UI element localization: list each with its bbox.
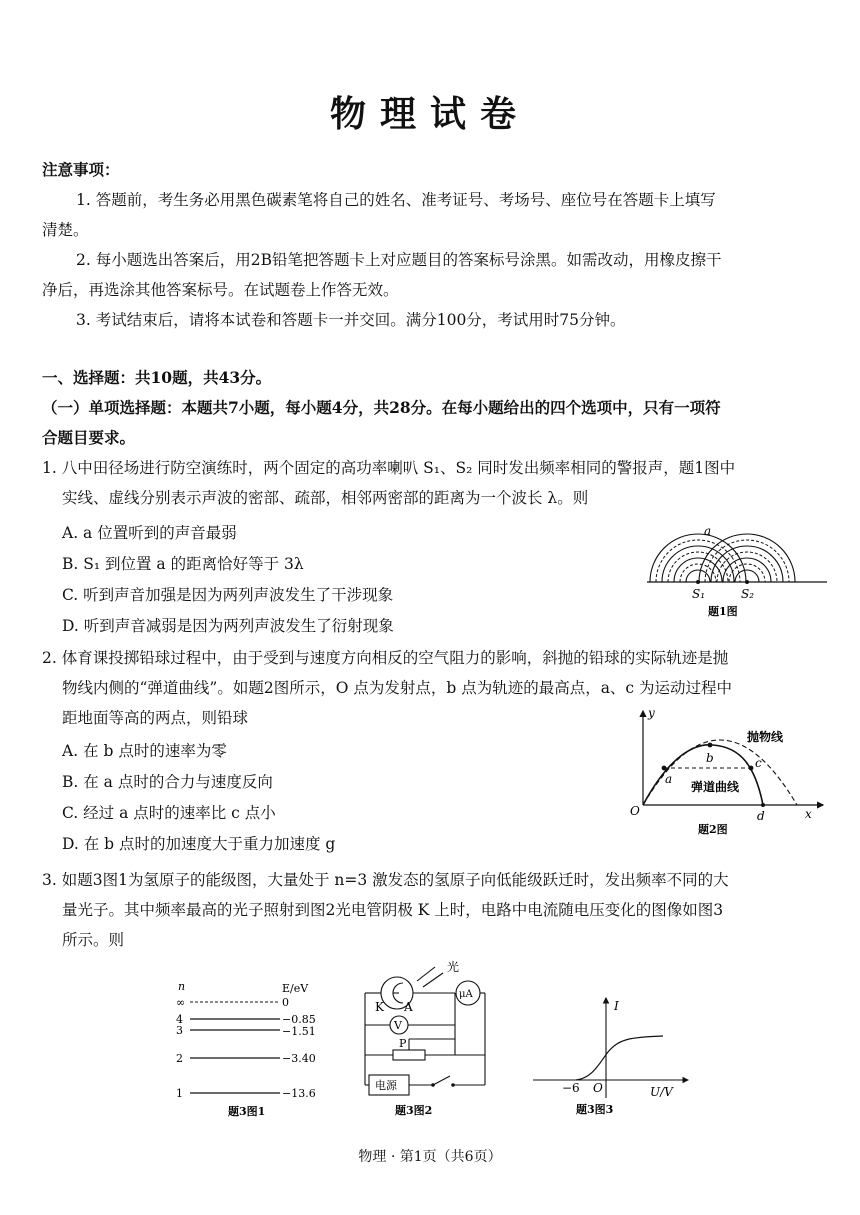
q2-fig-label-c: c <box>755 756 762 770</box>
q3-stem-line2: 量光子。其中频率最高的光子照射到图2光电管阴极 K 上时，电路中电流随电压变化的图像如图3 <box>62 901 724 919</box>
q3f2-source-label: 电源 <box>375 1079 397 1092</box>
q2-stem-line2: 物线内侧的“弹道曲线”。如题2图所示，O 点为发射点，b 点为轨迹的最高点，a、c 为运动过程中 <box>62 679 733 697</box>
q3f1-e-1: −13.6 <box>282 1087 316 1100</box>
q1-option-a: A. a 位置听到的声音最弱 <box>62 524 237 542</box>
q2-fig-label-parabola: 抛物线 <box>747 730 784 744</box>
notice-item-1: 1. 答题前，考生务必用黑色碳素笔将自己的姓名、准考证号、考场号、座位号在答题卡上填写 <box>76 191 716 209</box>
q3f3-neg6-label: −6 <box>562 1081 580 1095</box>
q2-fig-label-x: x <box>805 807 812 821</box>
q3-figure-3-iu-curve <box>528 990 698 1120</box>
subsection-heading-line2: 合题目要求。 <box>42 428 136 447</box>
q2-option-d: D. 在 b 点时的加速度大于重力加速度 g <box>62 835 336 853</box>
q2-fig-label-o: O <box>630 804 640 818</box>
subsection-heading-line1: （一）单项选择题：本题共7小题，每小题4分，共28分。在每小题给出的四个选项中，只有一项符 <box>42 398 721 417</box>
q3f1-n-1: 1 <box>176 1087 183 1100</box>
q3f1-n-3: 3 <box>176 1024 183 1037</box>
s2-source-dot <box>745 580 749 584</box>
q2-option-a: A. 在 b 点时的速率为零 <box>62 742 227 760</box>
q1-option-b: B. S₁ 到位置 a 的距离恰好等于 3λ <box>62 555 304 573</box>
q2-stem-line1: 2. 体育课投掷铅球过程中，由于受到与速度方向相反的空气阻力的影响，斜抛的铅球的实际轨迹是抛 <box>42 649 729 667</box>
q2-fig-label-a: a <box>665 772 673 786</box>
q1-stem-line1: 1. 八中田径场进行防空演练时，两个固定的高功率喇叭 S₁、S₂ 同时发出频率相同的警报声，题1图中 <box>42 459 736 477</box>
notice-heading: 注意事项： <box>42 160 120 179</box>
q3f1-e-label: E/eV <box>282 982 309 995</box>
q3f2-a-label: A <box>404 1000 413 1014</box>
q3f2-microammeter-label: μA <box>459 989 473 1000</box>
q2-fig-label-d: d <box>757 809 765 823</box>
q1-option-c: C. 听到声音加强是因为两列声波发生了干涉现象 <box>62 586 394 604</box>
q2-option-b: B. 在 a 点时的合力与速度反向 <box>62 773 273 791</box>
q3f2-p-label: P <box>399 1037 407 1050</box>
q3-fig2-caption: 题3图2 <box>395 1104 433 1117</box>
q3f1-n-inf: ∞ <box>176 996 186 1009</box>
q3-fig1-caption: 题3图1 <box>228 1105 266 1118</box>
q3f3-o-label: O <box>593 1081 603 1095</box>
q3-fig3-caption: 题3图3 <box>576 1103 614 1116</box>
q2-figure <box>625 705 830 840</box>
q3f1-n-2: 2 <box>176 1052 183 1065</box>
q2-fig-label-y: y <box>648 706 655 720</box>
q2-option-c: C. 经过 a 点时的速率比 c 点小 <box>62 804 276 822</box>
q2-stem-line3: 距地面等高的两点，则铅球 <box>62 709 249 727</box>
q1-fig-label-a: a <box>704 524 712 538</box>
q3-stem-line3: 所示。则 <box>62 931 125 949</box>
q3f1-e-3: −1.51 <box>282 1025 316 1038</box>
q2-fig-caption: 题2图 <box>698 823 728 836</box>
q1-option-d: D. 听到声音减弱是因为两列声波发生了衍射现象 <box>62 617 394 635</box>
q3-figure-2-circuit <box>355 955 495 1120</box>
q3-stem-line1: 3. 如题3图1为氢原子的能级图，大量处于 n=3 激发态的氢原子向低能级跃迁时，发出频率不同的大 <box>42 871 729 889</box>
ballistic-curve <box>643 745 763 805</box>
page-title: 物理试卷 <box>329 93 530 135</box>
q3f3-u-label: U/V <box>650 1085 673 1099</box>
s1-source-dot <box>696 580 700 584</box>
notice-item-1-cont: 清楚。 <box>42 221 89 239</box>
q3f1-n-4: 4 <box>176 1013 183 1026</box>
q3-figure-1-energy-levels <box>170 975 335 1120</box>
q3f1-e-2: −3.40 <box>282 1052 316 1065</box>
q3f2-k-label: K <box>375 1000 384 1014</box>
q3f2-voltmeter-label: V <box>394 1019 402 1032</box>
notice-item-3: 3. 考试结束后，请将本试卷和答题卡一并交回。满分100分，考试用时75分钟。 <box>76 311 626 329</box>
q1-figure <box>645 520 830 620</box>
q3f3-i-label: I <box>614 999 619 1013</box>
notice-item-2: 2. 每小题选出答案后，用2B铅笔把答题卡上对应题目的答案标号涂黑。如需改动，用橡皮擦干 <box>76 251 722 269</box>
q1-stem-line2: 实线、虚线分别表示声波的密部、疏部，相邻两密部的距离为一个波长 λ。则 <box>62 489 589 507</box>
q2-fig-label-b: b <box>706 751 714 765</box>
section-heading: 一、选择题：共10题，共43分。 <box>42 368 272 387</box>
notice-item-2-cont: 净后，再选涂其他答案标号。在试题卷上作答无效。 <box>42 281 399 299</box>
q1-fig-caption: 题1图 <box>708 605 738 618</box>
iu-curve <box>576 1036 663 1080</box>
q3f1-e-inf: 0 <box>282 996 289 1009</box>
q3f2-light-label: 光 <box>447 960 460 974</box>
q3f1-n-label: n <box>178 980 186 993</box>
q3f1-e-4: −0.85 <box>282 1013 316 1026</box>
page-footer: 物理 · 第1页（共6页） <box>358 1149 502 1165</box>
q1-fig-label-s1: S₁ <box>692 587 706 601</box>
q2-fig-label-ballistic: 弹道曲线 <box>691 780 740 794</box>
q1-fig-label-s2: S₂ <box>741 587 755 601</box>
